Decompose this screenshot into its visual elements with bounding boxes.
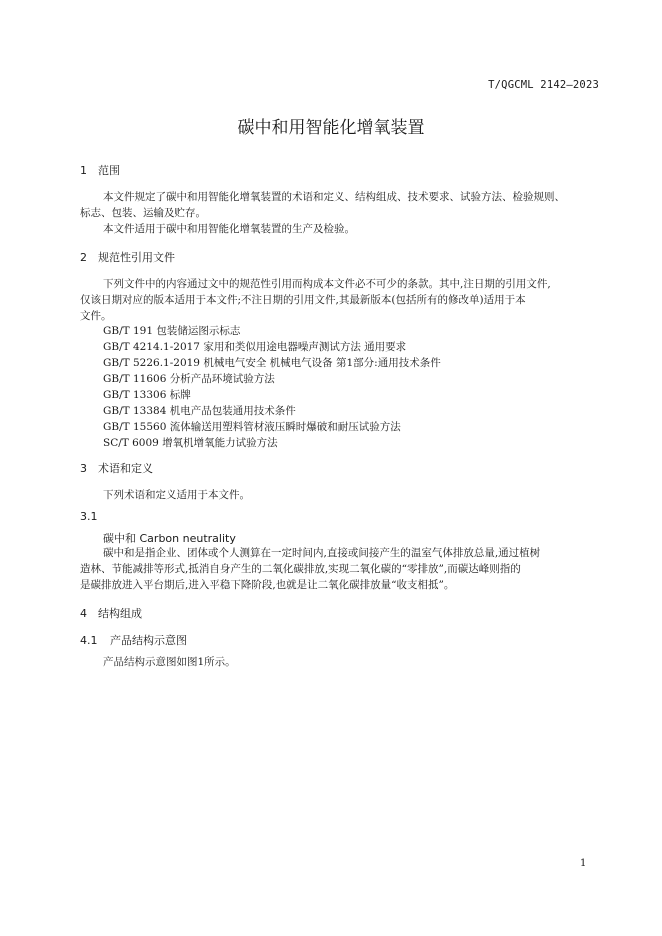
section-number: 1 [80,164,87,177]
paragraph-line: 下列文件中的内容通过文中的规范性引用而构成本文件必不可少的条款。其中,注日期的引用文件, [103,278,551,290]
section-number: 4 [80,607,87,620]
reference-item: GB/T 5226.1-2019 机械电气安全 机械电气设备 第1部分:通用技术条件 [103,357,441,369]
paragraph-line: 本文件适用于碳中和用智能化增氧装置的生产及检验。 [103,223,355,235]
reference-item: SC/T 6009 增氧机增氧能力试验方法 [103,437,278,449]
paragraph-line: 标志、包装、运输及贮存。 [80,207,206,219]
section-2-heading [80,249,175,265]
paragraph-line: 碳中和是指企业、团体或个人测算在一定时间内,直接或间接产生的温室气体排放总量,通过植树 [103,547,541,559]
section-1-heading [80,162,120,178]
paragraph-line: 文件。 [80,310,112,322]
reference-item: GB/T 4214.1-2017 家用和类似用途电器噪声测试方法 通用要求 [103,341,407,353]
section-title: 结构组成 [98,607,142,620]
subsection-title: 产品结构示意图 [110,634,187,647]
section-title: 术语和定义 [98,462,153,475]
section-number: 3 [80,462,87,475]
page-number: 1 [580,858,587,869]
section-title: 范围 [98,164,120,177]
paragraph-line: 造林、节能减排等形式,抵消自身产生的二氧化碳排放,实现二氧化碳的“零排放”,而碳达峰则指的 [80,563,521,575]
term-name: 碳中和 Carbon neutrality [103,532,236,545]
section-title: 规范性引用文件 [98,251,175,264]
section-4-heading [80,605,142,621]
subsection-4-1-heading [80,632,187,648]
document-title: 碳中和用智能化增氧装置 [237,118,425,138]
section-3-heading [80,460,153,476]
paragraph-line: 下列术语和定义适用于本文件。 [103,489,250,501]
paragraph-line: 本文件规定了碳中和用智能化增氧装置的术语和定义、结构组成、技术要求、试验方法、检验规则、 [103,191,565,203]
standard-number: T/QGCML 2142—2023 [488,79,599,91]
paragraph-line: 是碳排放进入平台期后,进入平稳下降阶段,也就是让二氧化碳排放量“收支相抵”。 [80,579,455,591]
reference-item: GB/T 15560 流体输送用塑料管材液压瞬时爆破和耐压试验方法 [103,421,401,433]
paragraph-line: 产品结构示意图如图1所示。 [103,656,236,668]
section-number: 2 [80,251,87,264]
reference-item: GB/T 13384 机电产品包装通用技术条件 [103,405,296,417]
subsection-number: 4.1 [80,634,98,647]
reference-item: GB/T 13306 标牌 [103,389,191,401]
reference-item: GB/T 11606 分析产品环境试验方法 [103,373,275,385]
reference-item: GB/T 191 包装储运图示标志 [103,325,241,337]
term-number: 3.1 [80,510,98,523]
paragraph-line: 仅该日期对应的版本适用于本文件;不注日期的引用文件,其最新版本(包括所有的修改单)适用于本 [80,294,526,306]
